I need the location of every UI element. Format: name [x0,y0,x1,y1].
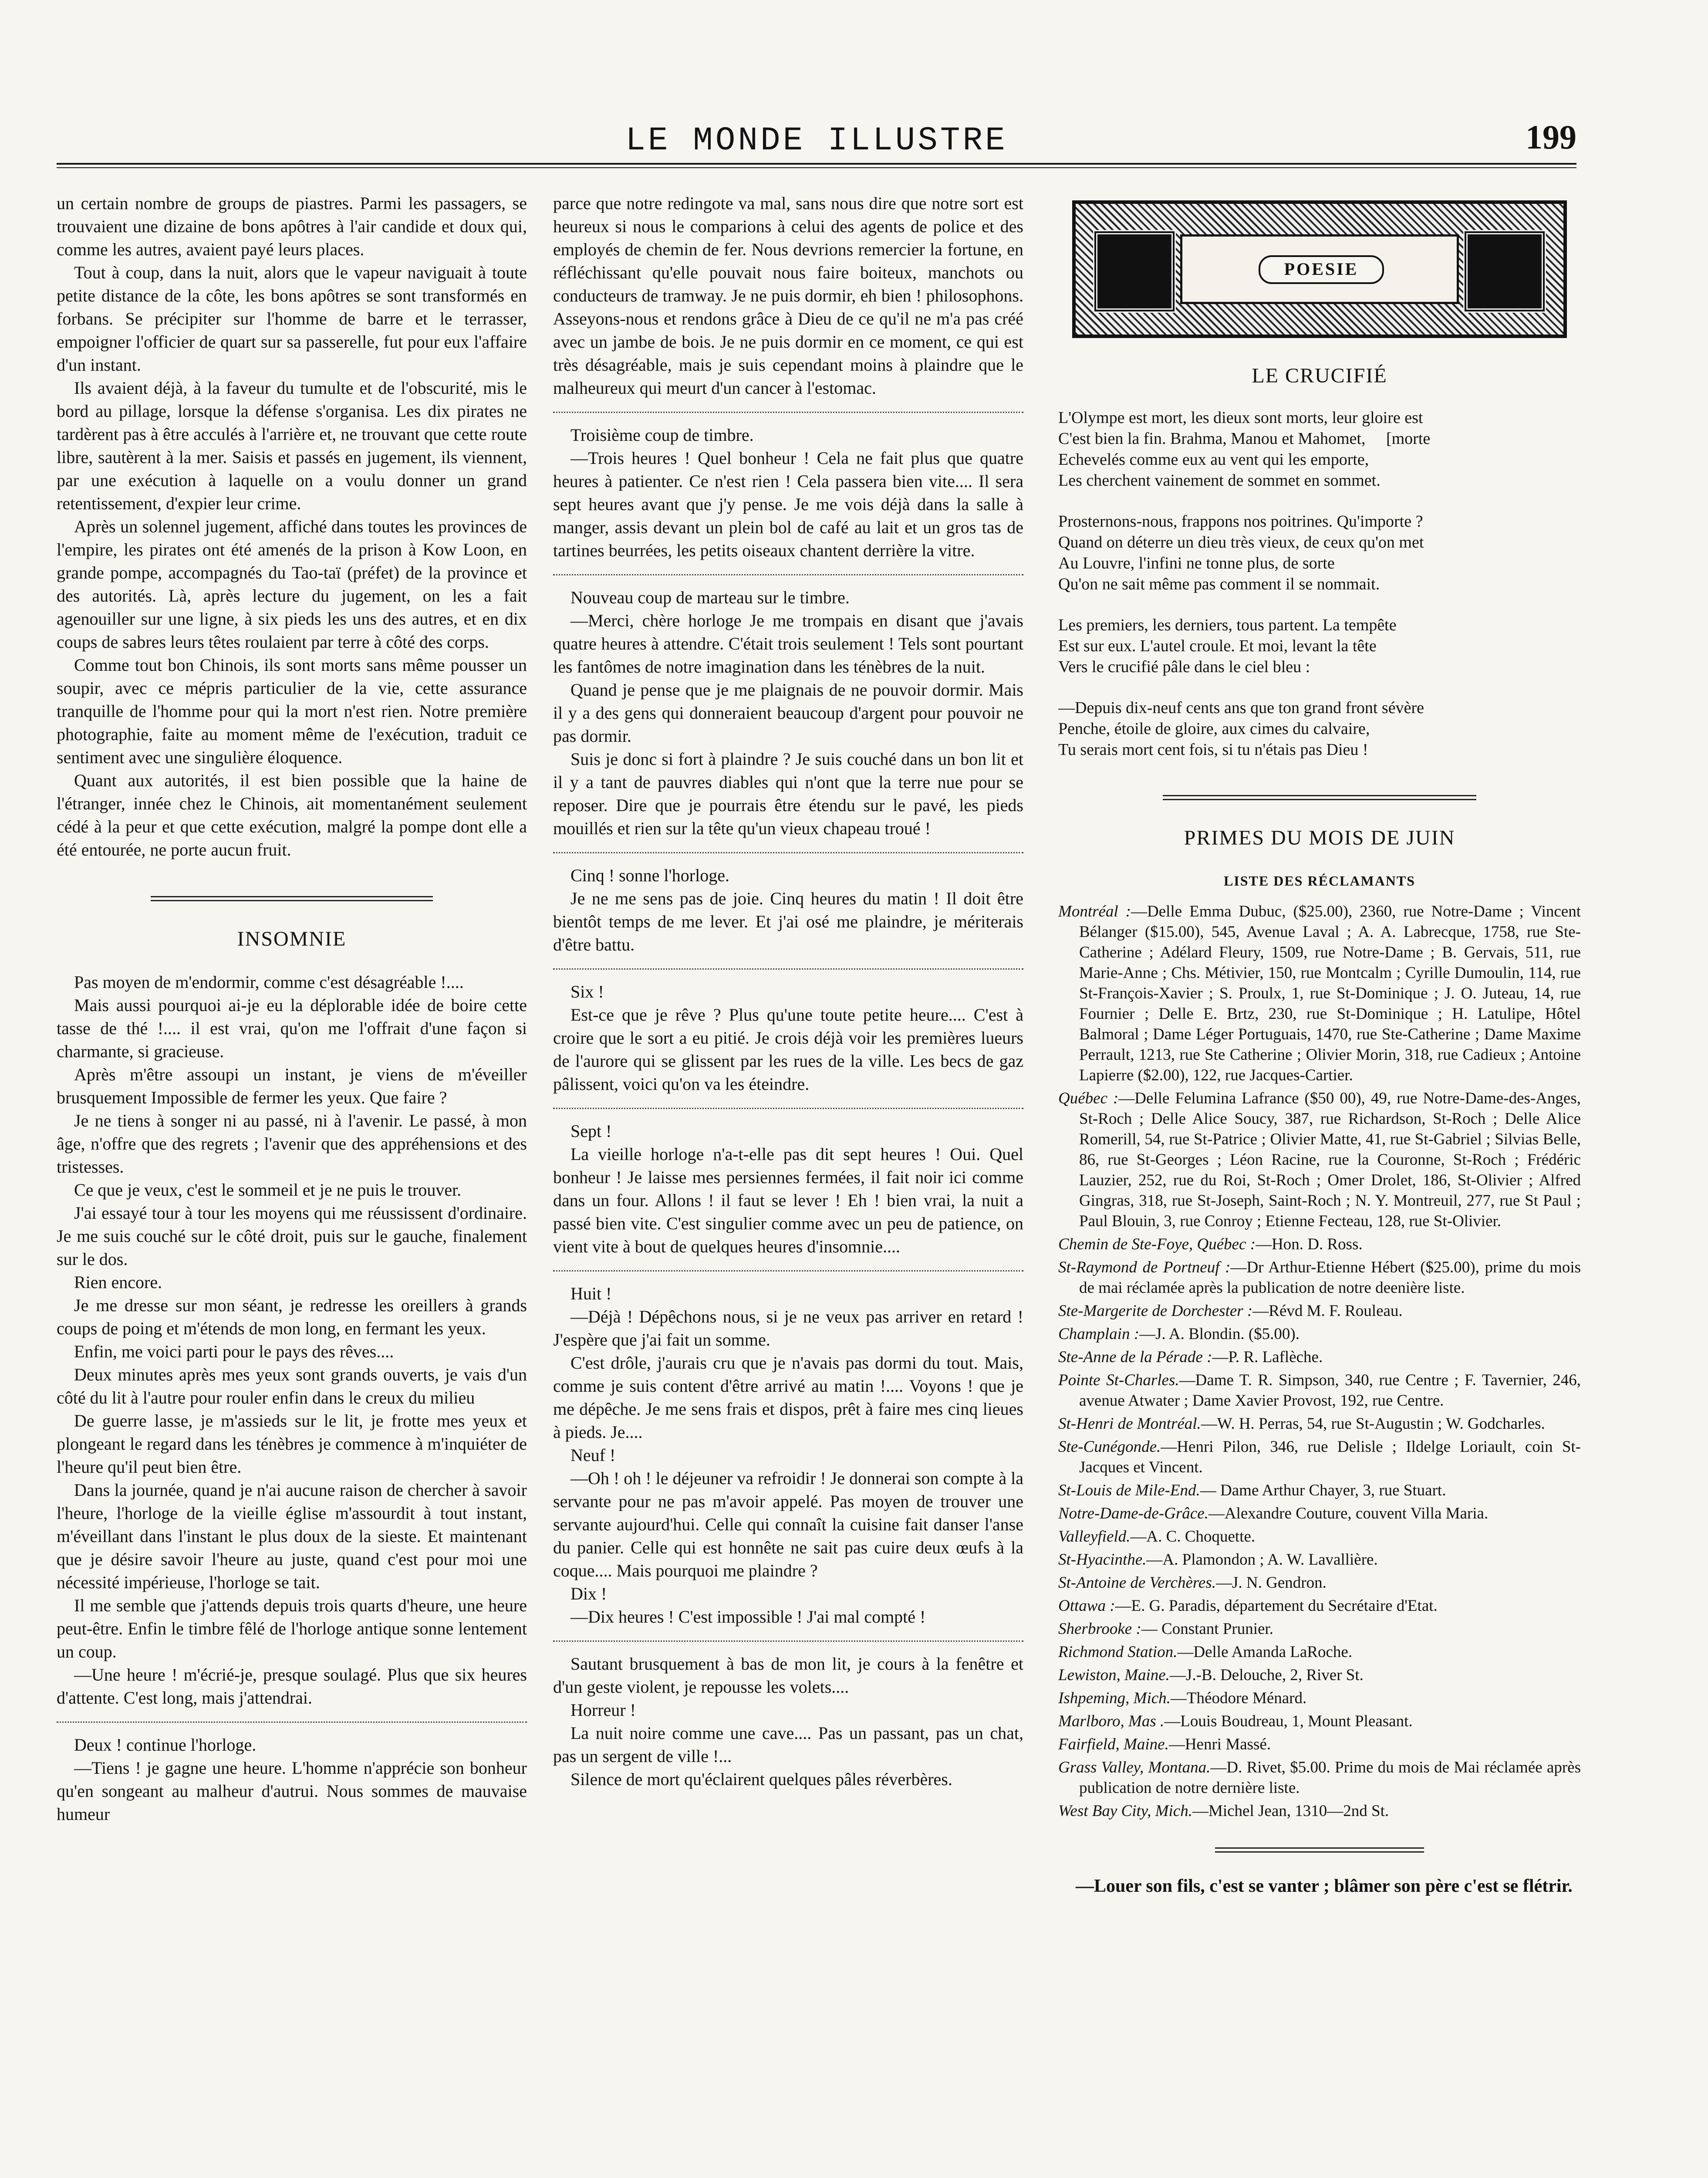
poem-line: Tu serais mort cent fois, si tu n'étais pas Dieu ! [1058,741,1368,759]
reclamant-entry [1058,901,1581,1086]
insomnie-paragraph: De guerre lasse, je m'assieds sur le lit, je frotte mes yeux et plongeant le regard dans les ténèbres je commence à m'inquiéter de l'heure qu'il peut bien être. [57,1411,527,1477]
poem-line: Les premiers, les derniers, tous partent. La tempête [1058,616,1397,634]
entry-text: —Révd M. F. Rouleau. [1252,1302,1403,1320]
entry-place: St-Antoine de Verchères. [1058,1574,1216,1592]
entry-text: —J.-B. Delouche, 2, River St. [1169,1666,1364,1684]
poem-line: Au Louvre, l'infini ne tonne plus, de sorte [1058,554,1335,572]
page-number: 199 [1526,118,1576,156]
insomnie-paragraph: Deux ! continue l'horloge. [74,1735,257,1755]
entry-place: Québec : [1058,1089,1119,1107]
poem-stanza [1058,511,1581,595]
insomnie-paragraph: C'est drôle, j'aurais cru que je n'avais pas dormi du tout. Mais, comme je suis content d'être arrivé au matin !.... Voyons ! que je me dépêche. Je me sens frais et dispos, prêt à faire mes cinq lieues à pieds. Je.... [553,1353,1023,1442]
article-paragraph: Après un solennel jugement, affiché dans toutes les provinces de l'empire, les pirates ont été amenés de la prison à Kow Loon, en grande pompe, accompagnés du Tao-taï (préfet) de la province et des autorités. Là, après lecture du jugement, on les a fait agenouiller sur une ligne, à six pieds les uns des autres, et en dix coups de sabres leurs têtes roulaient par terre à côté des corps. [57,517,527,652]
banner-label: POESIE [1259,255,1384,284]
section-divider [151,896,433,901]
reclamant-entry [1058,1414,1581,1434]
column-1 [57,192,527,2178]
insomnie-paragraph: Ce que je veux, c'est le sommeil et je ne puis le trouver. [74,1180,462,1200]
insomnie-paragraph: —Merci, chère horloge Je me trompais en disant que j'avais quatre heures à attendre. C'était trois seulement ! Tels sont pourtant les fantômes de notre imagination dans les ténèbres de la nuit. [553,611,1023,676]
insomnie-paragraph: —Oh ! oh ! le déjeuner va refroidir ! Je donnerai son compte à la servante pour ne pas m'avoir appelé. Pas moyen de trouver une servante aujourd'hui. Celle qui connaît la cuisine fait danser l'anse du panier. Celle qui est honnête ne sait pas cuire deux œufs à la coque.... Mais pourquoi me plaindre ? [553,1468,1023,1580]
dotted-separator [553,968,1023,970]
reclamant-entry [1058,1642,1581,1662]
reclamant-entry [1058,1549,1581,1570]
insomnie-paragraph: Nouveau coup de marteau sur le timbre. [570,588,850,607]
entry-place: Fairfield, Maine. [1058,1735,1169,1753]
entry-place: Ste-Anne de la Pérade : [1058,1348,1212,1366]
entry-text: —Alexandre Couture, couvent Villa Maria. [1208,1505,1489,1522]
insomnie-paragraph: —Tiens ! je gagne une heure. L'homme n'apprécie son bonheur qu'en songeant au malheur d'autrui. Nous sommes de mauvaise humeur [57,1758,527,1824]
reclamant-entry [1058,1573,1581,1593]
poem-line: Prosternons-nous, frappons nos poitrines. Qu'importe ? [1058,512,1423,531]
insomnie-paragraph: La vieille horloge n'a-t-elle pas dit sept heures ! Oui. Quel bonheur ! Je laisse mes persiennes fermées, il fait noir ici comme dans un four. Allons ! il faut se lever ! Eh ! bien vrai, la nuit a passé bien vite. C'est singulier comme avec un peu de patience, on vient vite à bout de quelques heures d'insomnie.... [553,1144,1023,1256]
poem-line: Penche, étoile de gloire, aux cimes du calvaire, [1058,720,1370,738]
poem-line: —Depuis dix-neuf cents ans que ton grand front sévère [1058,699,1424,717]
entry-text: —Delle Felumina Lafrance ($50 00), 49, rue Notre-Dame-des-Anges, St-Roch ; Delle Alice Soucy, 387, rue Richardson, St-Roch ; Delle Alice Romerill, 54, rue St-Patrice ; Olivier Matte, 41, rue St-Gabriel ; Silvias Belle, 86, rue St-Georges ; Léon Racine, rue la Couronne, St-Roch ; Frédéric Lauzier, 252, rue du Roi, St-Roch ; Omer Drolet, 186, St-Olivier ; Alfred Gingras, 318, rue St-Joseph, Saint-Roch ; N. Y. Montreuil, 277, rue St Paul ; Paul Blouin, 3, rue Conroy ; Etienne Fecteau, 128, rue St-Olivier. [1079,1089,1581,1230]
entry-place: Ottawa : [1058,1597,1115,1615]
entry-text: —Louis Boudreau, 1, Mount Pleasant. [1164,1712,1413,1730]
entry-place: Lewiston, Maine. [1058,1666,1170,1684]
reclamant-entry [1058,1234,1581,1255]
entry-place: Notre-Dame-de-Grâce. [1058,1505,1208,1522]
dotted-separator [553,412,1023,413]
entry-place: Valleyfield. [1058,1528,1131,1546]
insomnie-paragraph: Enfin, me voici parti pour le pays des rêves.... [74,1342,394,1361]
primes-title: PRIMES DU MOIS DE JUIN [1184,826,1455,849]
reclamant-entry [1058,1665,1581,1685]
insomnie-paragraph: Horreur ! [570,1700,636,1720]
entry-place: St-Henri de Montréal. [1058,1415,1201,1433]
poem-stanza [1058,615,1581,677]
insomnie-paragraph: Mais aussi pourquoi ai-je eu la déplorable idée de boire cette tasse de thé !.... il est vrai, qu'on me l'offrait d'une façon si charmante, si gracieuse. [57,995,527,1061]
liste-title: LISTE DES RÉCLAMANTS [1223,873,1416,889]
reclamant-entry [1058,1503,1581,1524]
entry-place: Sherbrooke : [1058,1620,1141,1638]
reclamant-entry [1058,1801,1581,1821]
insomnie-paragraph: Je me dresse sur mon séant, je redresse les oreillers à grands coups de poing et m'étends de mon long, en fermant les yeux. [57,1295,527,1338]
insomnie-paragraph: Je ne me sens pas de joie. Cinq heures du matin ! Il doit être bientôt temps de me lever. Et j'ai osé me plaindre, je mériterais d'être battu. [553,889,1023,954]
entry-text: —Dame T. R. Simpson, 340, rue Centre ; F. Tavernier, 246, avenue Atwater ; Dame Xavier Provost, 192, rue Centre. [1079,1371,1581,1410]
entry-text: —P. R. Laflèche. [1212,1348,1323,1366]
entry-place: Grass Valley, Montana. [1058,1759,1211,1776]
entry-text: —Henri Massé. [1168,1735,1271,1753]
insomnie-title: INSOMNIE [237,927,347,950]
poem-line: Echevelés comme eux au vent qui les emporte, [1058,450,1369,469]
entry-text: —Hon. D. Ross. [1256,1235,1363,1253]
poesie-banner [1072,200,1567,338]
entry-text: —A. C. Choquette. [1130,1528,1256,1546]
entry-place: West Bay City, Mich. [1058,1802,1192,1820]
insomnie-paragraph: Quand je pense que je me plaignais de ne pouvoir dormir. Mais il y a des gens qui donneraient beaucoup d'argent pour pouvoir ne pas dormir. [553,680,1023,746]
insomnie-paragraph: Neuf ! [570,1445,616,1465]
insomnie-paragraph: Sept ! [570,1121,612,1141]
entry-text: — Constant Prunier. [1141,1620,1273,1638]
reclamant-entry [1058,1688,1581,1708]
insomnie-paragraph: —Déjà ! Dépêchons nous, si je ne veux pas arriver en retard ! J'espère que j'ai fait un somme. [553,1307,1023,1349]
reclamant-entry [1058,1257,1581,1298]
reclamant-entry [1058,1711,1581,1732]
column-2 [553,192,1023,2178]
poem-line: Quand on déterre un dieu très vieux, de ceux qu'on met [1058,533,1424,551]
entry-text: —W. H. Perras, 54, rue St-Augustin ; W. Godcharles. [1201,1415,1545,1433]
poem-title: LE CRUCIFIÉ [1252,364,1387,387]
reclamant-entry [1058,1347,1581,1367]
insomnie-paragraph: Il me semble que j'attends depuis trois quarts d'heure, une heure peut-être. Enfin le timbre fêlé de l'horloge antique sonne lentement un coup. [57,1596,527,1661]
reclamant-entry [1058,1596,1581,1616]
reclamant-entry [1058,1088,1581,1231]
dotted-separator [553,1640,1023,1642]
insomnie-paragraph: J'ai essayé tour à tour les moyens qui me réussissent d'ordinaire. Je me suis couché sur le côté droit, puis sur le gauche, finalement sur le dos. [57,1203,527,1269]
insomnie-paragraph: —Trois heures ! Quel bonheur ! Cela ne fait plus que quatre heures à patienter. Ce n'est rien ! Cela passera bien vite.... Il sera sept heures avant que j'y pense. Je me vois déjà dans la salle à manger, assis devant un plein bol de café au lait et un gros tas de tartines beurrées, les petits oiseaux chantent derrière la vitre. [553,448,1023,560]
poem-line: Les cherchent vainement de sommet en sommet. [1058,471,1381,490]
insomnie-paragraph: Après m'être assoupi un instant, je viens de m'éveiller brusquement Impossible de fermer les yeux. Que faire ? [57,1065,527,1107]
insomnie-paragraph: —Dix heures ! C'est impossible ! J'ai mal compté ! [570,1607,926,1627]
poem-line: C'est bien la fin. Brahma, Manou et Mahomet, [morte [1058,430,1431,448]
medallion-icon [1463,230,1546,313]
insomnie-paragraph: Cinq ! sonne l'horloge. [570,866,729,885]
reclamant-entry [1058,1301,1581,1321]
insomnie-paragraph: —Une heure ! m'écrié-je, presque soulagé. Plus que six heures d'attente. C'est long, mais j'attendrai. [57,1665,527,1708]
reclamants-list [1058,901,1581,1821]
header-rule [57,163,1576,168]
article-paragraph: un certain nombre de groups de piastres. Parmi les passagers, se trouvaient une dizaine de bons apôtres à l'air candide et doux qui, comme les autres, avaient payé leurs places. [57,193,527,259]
entry-text: —J. N. Gendron. [1216,1574,1327,1592]
reclamant-entry [1058,1734,1581,1755]
dotted-separator [553,1108,1023,1109]
entry-place: St-Raymond de Portneuf : [1058,1258,1231,1276]
maxim: —Louer son fils, c'est se vanter ; blâmer son père c'est se flétrir. [1076,1876,1573,1896]
section-divider [1215,1847,1424,1853]
insomnie-paragraph: Je ne tiens à songer ni au passé, ni à l'avenir. Le passé, à mon âge, n'offre que des regrets ; l'avenir que des appréhensions et des tristesses. [57,1111,527,1177]
entry-place: St-Hyacinthe. [1058,1551,1147,1569]
article-paragraph: Tout à coup, dans la nuit, alors que le vapeur naviguait à toute petite distance de la côte, les bons apôtres se sont transformés en forbans. Se précipiter sur l'homme de barre et le terrasser, empoigner l'officier de quart sur sa passerelle, fut pour eux l'affaire d'un instant. [57,263,527,375]
insomnie-paragraph: Rien encore. [74,1272,162,1292]
entry-text: — Dame Arthur Chayer, 3, rue Stuart. [1200,1481,1446,1499]
section-divider [1163,795,1476,800]
medallion-icon [1093,230,1176,313]
reclamant-entry [1058,1370,1581,1411]
insomnie-paragraph: Dix ! [570,1584,607,1603]
dotted-separator [553,852,1023,853]
insomnie-paragraph: Sautant brusquement à bas de mon lit, je cours à la fenêtre et d'un geste violent, je repousse les volets.... [553,1654,1023,1697]
dotted-separator [553,574,1023,575]
poem-line: Est sur eux. L'autel croule. Et moi, levant la tête [1058,637,1377,655]
insomnie-paragraph: La nuit noire comme une cave.... Pas un passant, pas un chat, pas un sergent de ville !... [553,1723,1023,1766]
column-3 [1058,192,1581,2178]
insomnie-paragraph: Silence de mort qu'éclairent quelques pâles réverbères. [570,1769,952,1789]
dotted-separator [57,1721,527,1723]
insomnie-paragraph: Troisième coup de timbre. [570,425,754,445]
insomnie-paragraph: Suis je donc si fort à plaindre ? Je suis couché dans un bon lit et il y a tant de pauvres diables qui n'ont que la terre nue pour se reposer. Dire que je pourrais être étendu sur le pavé, les pieds mouillés et rien sur la tête qu'un vieux chapeau troué ! [553,749,1023,838]
entry-place: Pointe St-Charles. [1058,1371,1179,1389]
reclamant-entry [1058,1757,1581,1798]
entry-text: —E. G. Paradis, département du Secrétaire d'Etat. [1115,1597,1438,1615]
entry-text: —Henri Pilon, 346, rue Delisle ; Ildelge Loriault, coin St-Jacques et Vincent. [1079,1438,1581,1476]
entry-place: Marlboro, Mas . [1058,1712,1165,1730]
article-paragraph: Ils avaient déjà, à la faveur du tumulte et de l'obscurité, mis le bord au pillage, lorsque la défense s'organisa. Les dix pirates ne tardèrent pas à être acculés à l'arrière et, ne trouvant que cette route libre, sautèrent à la mer. Saisis et passés en jugement, ils viennent, par une exécution à laquelle on a voulu donner un grand retentissement, d'expier leur crime. [57,378,527,513]
poem-line: Vers le crucifié pâle dans le ciel bleu : [1058,658,1310,676]
poem-stanza [1058,697,1581,760]
article-paragraph: Quant aux autorités, il est bien possible que la haine de l'étranger, innée chez le Chinois, ait momentanément seulement cédé à la peur et que cette exécution, malgré la pompe dont elle a été entourée, ne porte aucun fruit. [57,771,527,859]
entry-place: Montréal : [1058,903,1131,920]
reclamant-entry [1058,1324,1581,1344]
insomnie-paragraph: Huit ! [570,1284,612,1303]
article-paragraph: Comme tout bon Chinois, ils sont morts sans même pousser un soupir, avec ce mépris particulier de la vie, cette assurance tranquille de l'homme pour qui la mort n'est rien. Notre première photographie, faite au moment même de l'exécution, traduit ce sentiment avec une singulière éloquence. [57,655,527,767]
reclamant-entry [1058,1526,1581,1547]
insomnie-paragraph: parce que notre redingote va mal, sans nous dire que notre sort est heureux si nous le comparions à celui des agents de police et des employés de chemin de fer. Nous devrions remercier la fortune, en réfléchissant qu'elle pouvait nous faire boiteux, manchots ou conducteurs de tramway. Je ne puis dormir, eh bien ! philosophons. Asseyons-nous et rendons grâce à Dieu de ce qu'il ne m'a pas créé avec un jambe de bois. Je ne puis dormir en ce moment, ce qui est très désagréable, mais je suis cependant moins à plaindre que le malheureux qui meurt d'un cancer à l'estomac. [553,193,1023,398]
entry-text: —Michel Jean, 1310—2nd St. [1192,1802,1389,1820]
page-title: LE MONDE ILLUSTRE [625,122,1008,159]
poem-line: Qu'on ne sait même pas comment il se nommait. [1058,575,1380,593]
page-header [57,113,1576,166]
entry-text: —Théodore Ménard. [1170,1689,1307,1707]
entry-text: —Delle Amanda LaRoche. [1177,1643,1353,1661]
poem-line: L'Olympe est mort, les dieux sont morts, leur gloire est [1058,409,1423,427]
entry-place: Richmond Station. [1058,1643,1178,1661]
reclamant-entry [1058,1480,1581,1501]
insomnie-paragraph: Dans la journée, quand je n'ai aucune raison de chercher à savoir l'heure, l'horloge de la vieille église m'assourdit à tout instant, m'éveillant dans l'instant le plus doux de la sieste. Et maintenant que je désire savoir l'heure au juste, quand c'est pour moi une nécessité impérieuse, l'horloge se tait. [57,1480,527,1592]
insomnie-paragraph: Six ! [570,982,604,1001]
entry-place: Ishpeming, Mich. [1058,1689,1171,1707]
insomnie-paragraph: Pas moyen de m'endormir, comme c'est désagréable !.... [74,972,464,992]
insomnie-paragraph: Deux minutes après mes yeux sont grands ouverts, je vais d'un côté du lit à l'autre pour rouler enfin dans le creux du milieu [57,1365,527,1407]
insomnie-paragraph: Est-ce que je rêve ? Plus qu'une toute petite heure.... C'est à croire que le sort a eu pitié. Je crois déjà voir les premières lueurs de l'aurore qui se glissent par les rues de la ville. Les becs de gaz pâlissent, voici qu'on va les éteindre. [553,1005,1023,1094]
entry-text: —D. Rivet, $5.00. Prime du mois de Mai réclamée après publication de notre dernière liste. [1079,1759,1581,1797]
entry-text: —A. Plamondon ; A. W. Lavallière. [1146,1551,1378,1569]
entry-text: —Dr Arthur-Etienne Hébert ($25.00), prime du mois de mai réclamée après la publication de notre deenière liste. [1079,1258,1581,1297]
reclamant-entry [1058,1437,1581,1478]
poem-stanza [1058,407,1581,491]
entry-text: —Delle Emma Dubuc, ($25.00), 2360, rue Notre-Dame ; Vincent Bélanger ($15.00), 545, Avenue Laval ; A. A. Labrecque, 1758, rue Ste-Catherine ; Adélard Fleury, 1509, rue Notre-Dame ; B. Gervais, 511, rue Marie-Anne ; Chs. Métivier, 150, rue Montcalm ; Cyrille Dumoulin, 114, rue St-François-Xavier ; S. Proulx, 1, rue St-Dominique ; J. O. Juteau, 14, rue Fournier ; Delle E. Brtz, 230, rue St-Dominique ; H. Latulipe, Hôtel Balmoral ; Dame Léger Portuguais, 1470, rue Ste-Catherine ; Dame Maxime Perrault, 1213, rue Ste Catherine ; Olivier Morin, 318, rue Cadieux ; Antoine Lapierre ($2.00), 122, rue Jacques-Cartier. [1079,903,1581,1084]
entry-place: Champlain : [1058,1325,1140,1343]
entry-place: Chemin de Ste-Foye, Québec : [1058,1235,1256,1253]
entry-place: St-Louis de Mile-End. [1058,1481,1200,1499]
reclamant-entry [1058,1619,1581,1639]
entry-place: Ste-Margerite de Dorchester : [1058,1302,1253,1320]
entry-place: Ste-Cunégonde. [1058,1438,1161,1456]
entry-text: —J. A. Blondin. ($5.00). [1139,1325,1300,1343]
dotted-separator [553,1270,1023,1272]
